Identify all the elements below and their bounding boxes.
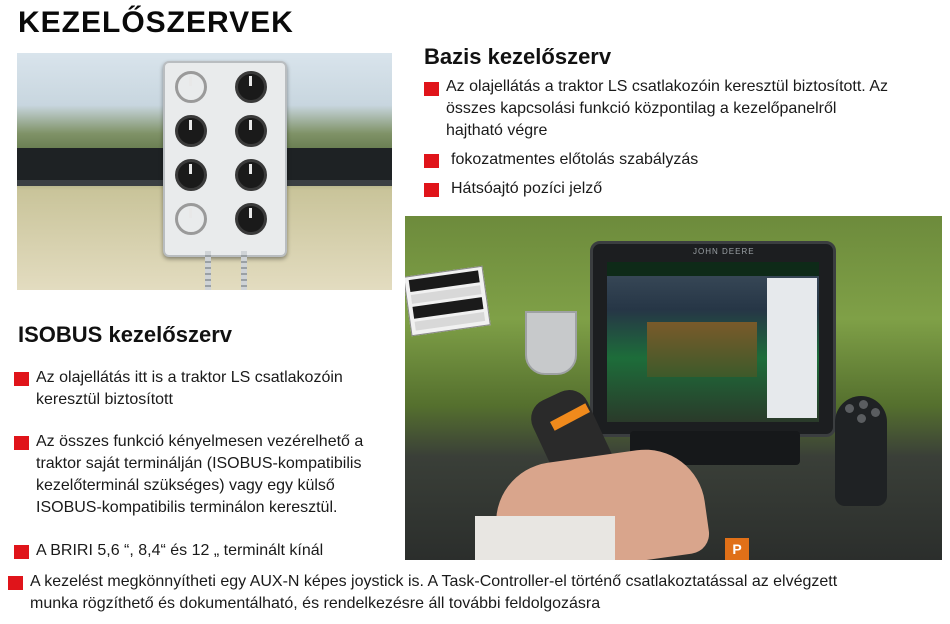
bullet-marker <box>14 545 29 559</box>
warning-sticker <box>405 266 491 337</box>
bazis-bullet-1 <box>446 76 934 142</box>
text-line: Az összes funkció kényelmesen vezérelhető a <box>36 433 364 450</box>
bazis-heading: Bazis kezelőszerv <box>424 44 612 69</box>
bullet-marker <box>14 372 29 386</box>
text-line: ISOBUS-kompatibilis terminálon keresztül. <box>36 499 338 516</box>
screen-field-view <box>647 322 757 377</box>
bullet-marker <box>14 436 29 450</box>
text-line: összes kapcsolási funkció központilag a kezelőpanelről <box>446 100 837 117</box>
text-line: hajtható végre <box>446 122 548 139</box>
switch-knob <box>235 203 267 235</box>
screen-side-panel <box>767 278 817 418</box>
joystick-button <box>845 404 854 413</box>
bullet-marker <box>424 154 439 168</box>
isobus-terminal-photo <box>405 216 942 560</box>
switch-knob <box>235 115 267 147</box>
isobus-bullet-1 <box>36 367 370 411</box>
bazis-bullet-3: Hátsóajtó pozíci jelző <box>451 180 603 197</box>
isobus-bullet-2 <box>36 431 394 519</box>
terminal-brand: JOHN DEERE <box>693 247 755 256</box>
cup-holder <box>525 311 577 375</box>
text-line: munka rögzíthető és dokumentálható, és rendelkezésre áll további feldolgozásra <box>30 595 601 612</box>
footer-text <box>30 571 942 615</box>
terminal-display <box>590 241 836 437</box>
page-title: KEZELŐSZERVEK <box>18 6 294 39</box>
joystick-button <box>857 414 866 423</box>
text-line: kezelőterminál szükséges) vagy egy külső <box>36 477 335 494</box>
switch-panel <box>163 61 287 257</box>
isobus-heading: ISOBUS kezelőszerv <box>18 322 232 347</box>
terminal-screen <box>607 262 819 422</box>
text-line: traktor saját terminálján (ISOBUS-kompatibilis <box>36 455 362 472</box>
switch-knob <box>175 159 207 191</box>
text-line: Az olajellátás itt is a traktor LS csatlakozóin <box>36 369 343 386</box>
control-panel-photo <box>17 53 392 290</box>
sleeve <box>475 516 615 560</box>
panel-light-icon <box>175 71 207 103</box>
cable <box>205 251 211 290</box>
text-line: keresztül biztosított <box>36 391 173 408</box>
switch-knob <box>175 115 207 147</box>
bullet-marker <box>8 576 23 590</box>
joystick-button <box>871 408 880 417</box>
bazis-bullet-2: fokozatmentes előtolás szabályzás <box>451 151 699 168</box>
aux-joystick <box>835 396 887 506</box>
switch-knob <box>235 71 267 103</box>
isobus-bullet-3: A BRIRI 5,6 “, 8,4“ és 12 „ terminált kínál <box>36 542 324 559</box>
screen-status-bar <box>607 262 819 276</box>
text-line: A kezelést megkönnyítheti egy AUX-N képes joystick is. A Task-Controller-el történő csatlakoztatással az elvégzett <box>30 573 838 590</box>
text-line: Az olajellátás a traktor LS csatlakozóin keresztül biztosított. Az <box>446 78 888 95</box>
park-button: P <box>725 538 749 560</box>
joystick-button <box>859 400 868 409</box>
bullet-marker <box>424 183 439 197</box>
cable <box>241 251 247 290</box>
bullet-marker <box>424 82 439 96</box>
switch-knob <box>235 159 267 191</box>
feed-dial-icon <box>175 203 207 235</box>
